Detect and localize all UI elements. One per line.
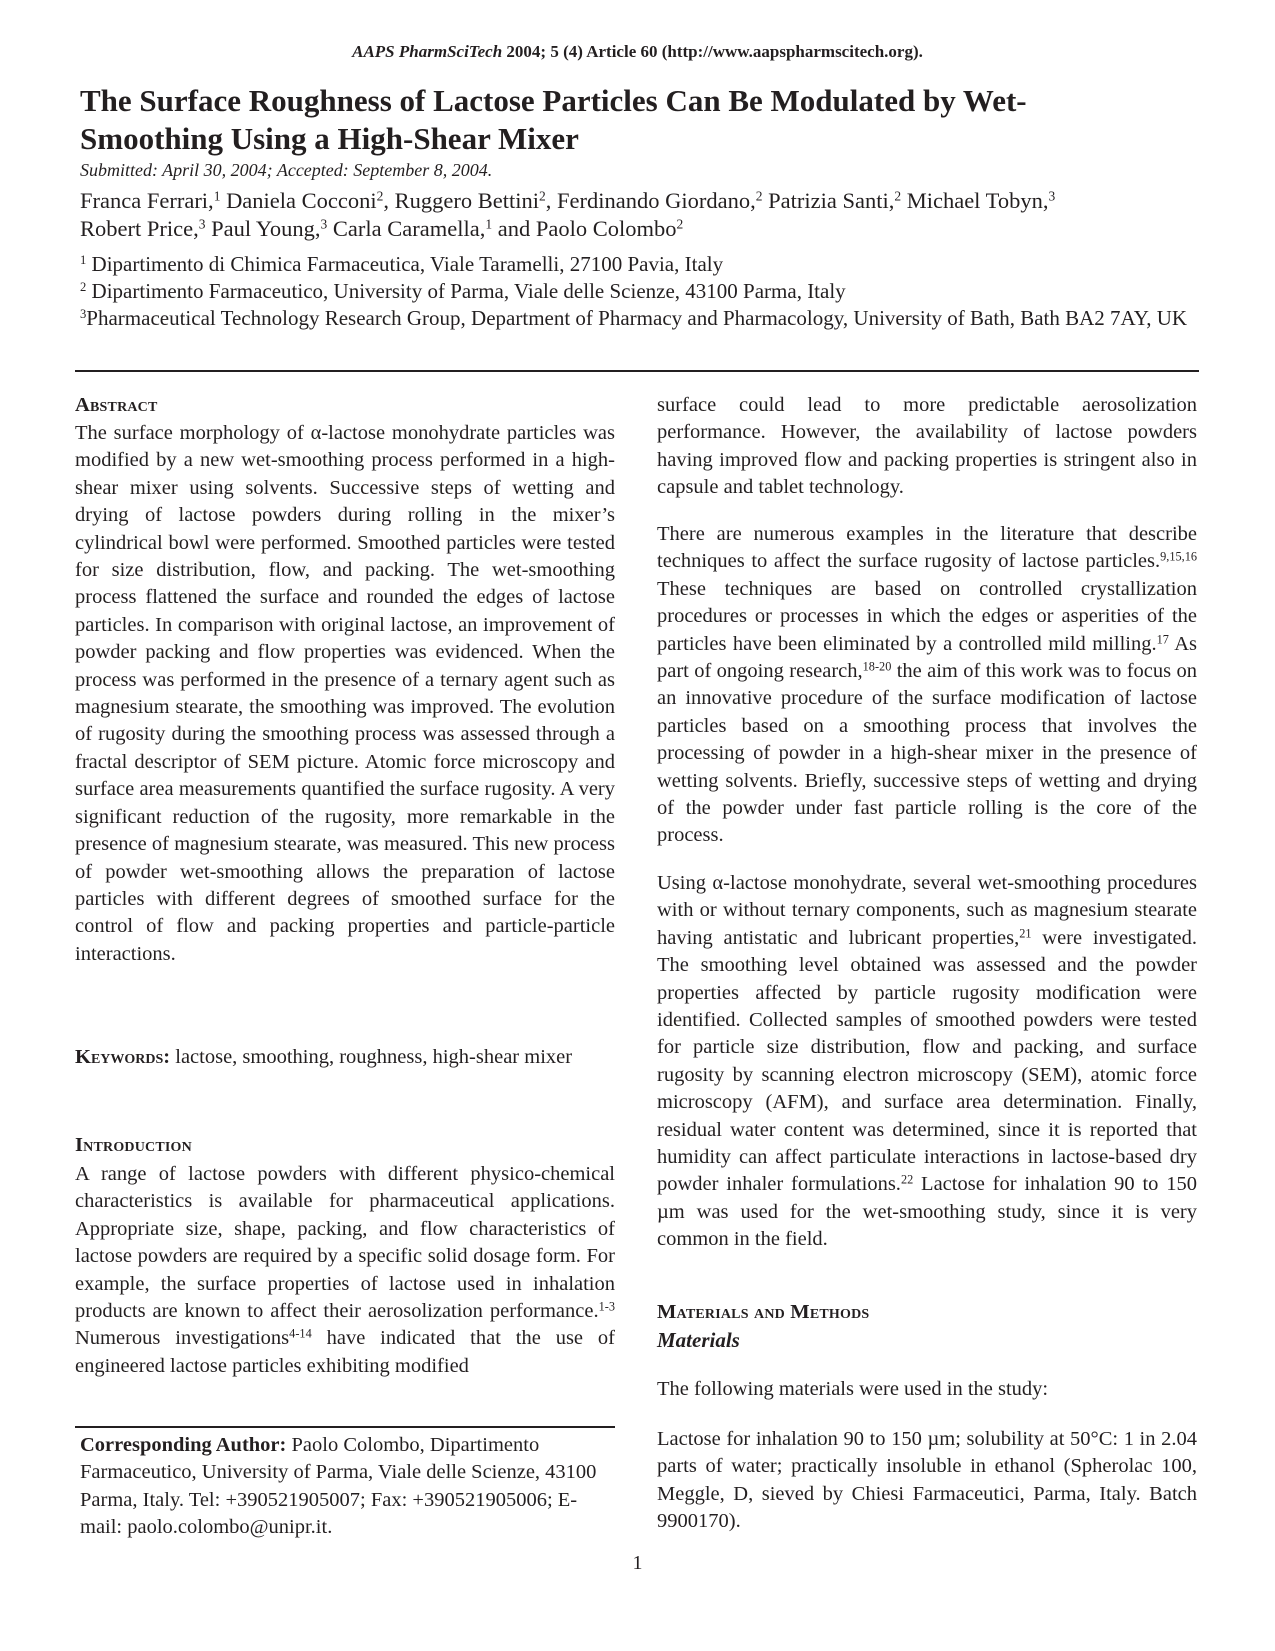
affil-number: 1	[80, 253, 87, 268]
citation-ref: 9,15,16	[1160, 549, 1197, 564]
header-divider	[75, 370, 1199, 372]
author: Michael Tobyn,	[901, 188, 1049, 213]
materials-lactose: Lactose for inhalation 90 to 150 µm; solubility at 50°C: 1 in 2.04 parts of water; practically insoluble in ethanol (Spherolac 100, Meggle, D, sieved by Chiesi Farmaceutici, Parma, Italy. Batch 9900170).	[657, 1428, 1197, 1533]
citation-ref: 21	[1019, 926, 1032, 941]
affil-mark: 2	[755, 188, 763, 204]
intro-text: Numerous investigations	[75, 1327, 290, 1350]
intro-text: These techniques are based on controlled crystallization procedures or processes in which the edges or asperities of the particles have been eliminated by a controlled mild milling.	[657, 577, 1197, 655]
keywords	[75, 1044, 615, 1071]
author: , Ruggero Bettini	[383, 188, 540, 213]
author: Daniela Cocconi	[220, 188, 377, 213]
journal-citation: 2004; 5 (4) Article 60 (http://www.aapspharmscitech.org).	[502, 42, 923, 61]
affil-mark: 2	[376, 188, 384, 204]
citation-ref: 4-14	[289, 1326, 312, 1341]
affil-text: Pharmaceutical Technology Research Group, Department of Pharmacy and Pharmacology, University of Bath, Bath BA2 7AY, UK	[86, 306, 1188, 330]
footnote-divider	[75, 1426, 615, 1428]
article-title	[80, 82, 1200, 158]
journal-name: AAPS PharmSciTech	[352, 42, 503, 61]
page-number: 1	[632, 1552, 643, 1574]
affil-mark: 2	[539, 188, 546, 204]
intro-text: Lactose for inhalation 90 to 150 µm was used for the wet-smoothing study, since it is very common in the field.	[657, 1173, 1197, 1251]
affil-number: 2	[80, 280, 87, 295]
author: Robert Price,	[80, 216, 199, 241]
affiliation-2	[80, 278, 1210, 305]
author: Paul Young,	[205, 216, 321, 241]
keywords-label: Keywords:	[75, 1046, 171, 1068]
intro-text: the aim of this work was to focus on an innovative procedure of the surface modification of lactose particles based on a smoothing process that involves the processing of powder in a high-shear mixer in the presence of wetting solvents. Briefly, successive steps of wetting and drying of the powder under fast particle rolling is the core of the process.	[657, 660, 1198, 847]
intro-paragraph-3	[657, 870, 1197, 1254]
author: Carla Caramella,	[327, 216, 486, 241]
intro-paragraph-2	[657, 521, 1197, 850]
corresponding-text: Paolo Colombo, Dipartimento Farmaceutico, University of Parma, Viale delle Scienze, 43100 Parma, Italy. Tel: +390521905007; Fax: +390521905006; E-mail: paolo.colombo@unipr.it.	[80, 1434, 597, 1539]
introduction-heading: Introduction	[75, 1134, 192, 1156]
author: Patrizia Santi,	[762, 188, 895, 213]
materials-subheading: Materials	[657, 1328, 740, 1352]
affiliation-3	[80, 305, 1210, 332]
corresponding-author	[80, 1432, 615, 1542]
citation-ref: 18-20	[862, 659, 892, 674]
citation-ref: 22	[900, 1172, 914, 1187]
author: and Paolo Colombo	[492, 216, 677, 241]
affil-text: Dipartimento di Chimica Farmaceutica, Viale Taramelli, 27100 Pavia, Italy	[86, 252, 724, 276]
introduction-paragraph	[75, 1161, 615, 1380]
affil-mark: 2	[676, 216, 684, 232]
affil-mark: 3	[198, 216, 206, 232]
intro-paragraph-cont: surface could lead to more predictable aerosolization performance. However, the availability of lactose powders having improved flow and packing properties is stringent also in capsule and tablet technology.	[657, 394, 1197, 499]
affil-mark: 1	[485, 216, 493, 232]
title-line-2: Smoothing Using a High-Shear Mixer	[80, 121, 579, 156]
intro-text: have indicated that the use of engineered lactose particles exhibiting modified	[75, 1327, 615, 1377]
author: Franca Ferrari,	[80, 188, 214, 213]
affil-mark: 3	[320, 216, 328, 232]
journal-header	[0, 42, 1275, 62]
abstract-heading: Abstract	[75, 394, 158, 416]
citation-ref: 17	[1156, 631, 1169, 646]
affil-number: 3	[80, 307, 87, 322]
intro-text: Using α-lactose monohydrate, several wet-smoothing procedures with or without ternary components, such as magnesium stearate having antistatic and lubricant properties,	[657, 872, 1197, 949]
materials-intro: The following materials were used in the study:	[657, 1378, 1049, 1400]
corresponding-label: Corresponding Author:	[80, 1434, 287, 1456]
intro-text: A range of lactose powders with different physico-chemical characteristics is available for pharmaceutical applications. Appropriate size, shape, packing, and flow characteristics of lactose powders are required by a specific solid dosage form. For example, the surface properties of lactose used in inhalation products are known to affect their aerosolization performance.	[75, 1163, 615, 1323]
affil-mark: 1	[213, 188, 221, 204]
affiliation-list	[80, 251, 1210, 332]
affil-text: Dipartimento Farmaceutico, University of Parma, Viale delle Scienze, 43100 Parma, Italy	[86, 279, 846, 303]
intro-text: were investigated. The smoothing level obtained was assessed and the powder properties affected by particle rugosity modification were identified. Collected samples of smoothed powders were tested for particle size distribution, flow and packing, and surface rugosity by scanning electron microscopy (SEM), atomic force microscopy (AFM), and surface area determination. Finally, residual water content was determined, since it is reported that humidity can affect particulate interactions in lactose-based dry powder inhaler formulations.	[657, 926, 1198, 1196]
author: , Ferdinando Giordano,	[545, 188, 756, 213]
title-line-1: The Surface Roughness of Lactose Particles Can Be Modulated by Wet-	[80, 83, 1027, 118]
affiliation-1	[80, 251, 1210, 278]
intro-text: As part of ongoing research,	[657, 632, 1197, 683]
submission-dates: Submitted: April 30, 2004; Accepted: September 8, 2004.	[80, 160, 493, 180]
affil-mark: 2	[894, 188, 902, 204]
abstract-text: The surface morphology of α-lactose monohydrate particles was modified by a new wet-smoothing process performed in a high-shear mixer using solvents. Successive steps of wetting and drying of lactose powders during rolling in the mixer’s cylindrical bowl were performed. Smoothed particles were tested for size distribution, flow, and packing. The wet-smoothing process flattened the surface and rounded the edges of lactose particles. In comparison with original lactose, an improvement of powder packing and flow properties was evidenced. When the process was performed in the presence of a ternary agent such as magnesium stearate, the smoothing was improved. The evolution of rugosity during the smoothing process was assessed through a fractal descriptor of SEM picture. Atomic force microscopy and surface area measurements quantified the surface rugosity. A very significant reduction of the rugosity, more remarkable in the presence of magnesium stearate, was measured. This new process of powder wet-smoothing allows the preparation of lactose particles with different degrees of smoothed surface for the control of flow and packing properties and particle-particle interactions.	[75, 422, 615, 965]
methods-heading: Materials and Methods	[657, 1301, 870, 1323]
author-list	[80, 187, 1210, 243]
intro-text: There are numerous examples in the literature that describe techniques to affect the surface rugosity of lactose particles.	[657, 523, 1197, 573]
keywords-text: lactose, smoothing, roughness, high-shear mixer	[170, 1046, 573, 1068]
affil-mark: 3	[1048, 188, 1056, 204]
citation-ref: 1-3	[598, 1299, 615, 1314]
